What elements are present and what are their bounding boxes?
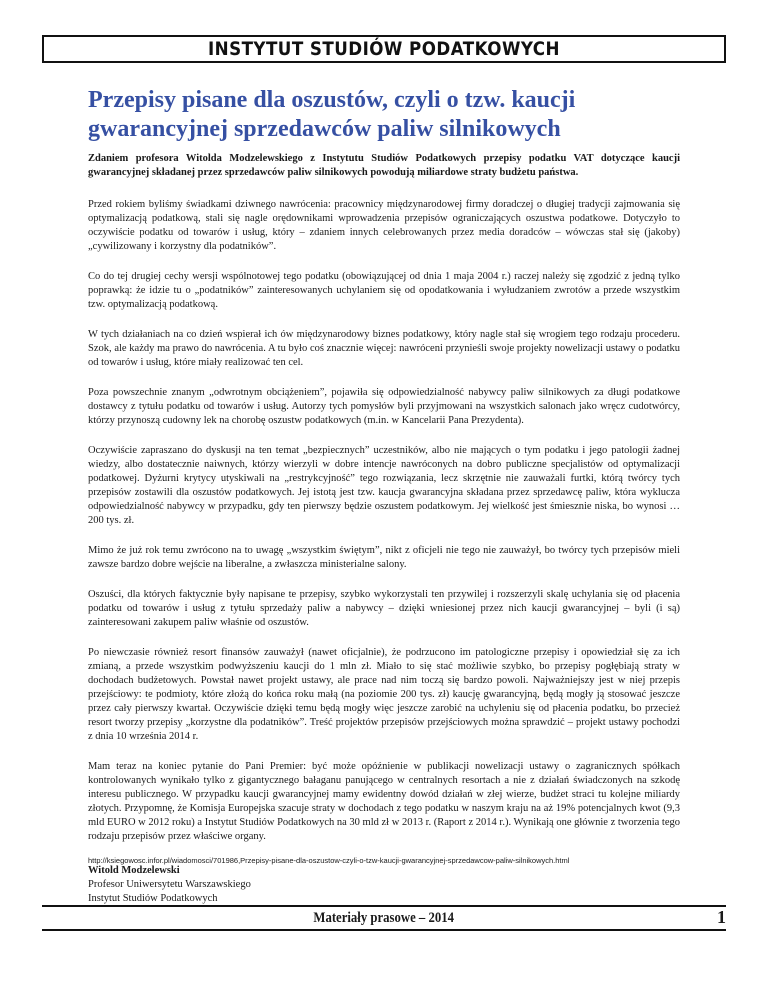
article-body (88, 152, 680, 906)
institute-name: INSTYTUT STUDIÓW PODATKOWYCH (208, 38, 560, 60)
header-banner (42, 35, 726, 63)
article-lead: Zdaniem profesora Witolda Modzelewskiego z Instytutu Studiów Podatkowych przepisy podatku VAT dotyczące kaucji gwarancyjnej składanej przez sprzedawców paliw silnikowych powodują miliardowe straty budżetu państwa. (88, 153, 680, 178)
paragraph: Po niewczasie również resort finansów zauważył (nawet oficjalnie), że podrzucono im patologiczne przepisy i opowiedział się za ich zmianą, a przede wszystkim podwyższeniu kaucji do 1 mln zł. Miało to się stać możliwie szybko, bo przepisy pogłębiają straty w dochodach budżetowych. Powstał nawet projekt ustawy, ale prace nad nim toczą się bardzo powoli. Najważniejszy jest w niej przepis przejściowy: te podmioty, które złożą do końca roku małą (na poziomie 200 tys. zł) kaucję gwarancyjną, będą mogły ją stosować jeszcze przez cały pierwszy kwartał. Oczywiście dzięki temu będą mogły więc jeszcze zarobić na uchyleniu się od płacenia podatku, bo przecież resort tworzy przepisy „korzystne dla podatników”. Treść projektów przepisów przejściowych można sprawdzić – projekt ustawy pochodzi z dnia 10 września 2014 r. (88, 647, 680, 742)
page-number: 1 (717, 907, 726, 927)
article-title: Przepisy pisane dla oszustów, czyli o tzw. kaucji gwarancyjnej sprzedawców paliw silnikowych (88, 87, 576, 142)
footer-label: Materiały prasowe – 2014 (313, 909, 455, 926)
source-link[interactable]: http://ksiegowosc.infor.pl/wiadomosci/701986,Przepisy-pisane-dla-oszustow-czyli-o-tzw-kaucji-gwarancyjnej-sprzedawcow-paliw-silnikowych.html (88, 856, 570, 865)
paragraph: Co do tej drugiej cechy wersji wspólnotowej tego podatku (obowiązującej od dnia 1 maja 2004 r.) raczej należy się zgodzić z jedną tylko poprawką: że idzie tu o „podatników” zainteresowanych uchylaniem się od opodatkowania i wyłudzaniem zwrotów a przede wszystkim tzw. optymalizacją podatkową. (88, 271, 680, 310)
paragraph: Poza powszechnie znanym „odwrotnym obciążeniem”, pojawiła się odpowiedzialność nabywcy paliw silnikowych za długi podatkowe dostawcy z tytułu podatku od towarów i usług. Autorzy tych pomysłów byli przyjmowani na wszystkich salonach jako wręcz cudotwórcy, którzy przynoszą cudowny lek na chorobę oszustw podatkowych (m.in. w Kancelarii Pana Prezydenta). (88, 387, 680, 426)
paragraph: Mam teraz na koniec pytanie do Pani Premier: być może opóźnienie w publikacji nowelizacji ustawy o zagranicznych spółkach kontrolowanych wynikało tylko z gigantycznego bałaganu panującego w centralnych resortach a nie z działań świadczonych na szkodę interesu publicznego. W przypadku kaucji gwarancyjnej mamy ewidentny dowód działań w złej wierze, budżet straci tu kolejne miliardy złotych. Przypomnę, że Komisja Europejska szacuje straty w dochodach z tego podatku w naszym kraju na aż 19% potencjalnych kwot (9,3 mld EURO w 2012 roku) a Instytut Studiów Podatkowych na 30 mld zł w 2013 r. (Raport z 2014 r.). Wynikają one głównie z tworzenia tego rodzaju przepisów przez właściwe organy. (88, 761, 680, 842)
author-role: Profesor Uniwersytetu Warszawskiego (88, 879, 251, 890)
paragraph: Mimo że już rok temu zwrócono na to uwagę „wszystkim świętym”, nikt z oficjeli nie tego nie zauważył, bo twórcy tych przepisów mieli zawsze bardzo dobre wejście na liberalne, a zwłaszcza ministerialne salony. (88, 545, 680, 570)
footer-banner (42, 905, 726, 931)
author-institution: Instytut Studiów Podatkowych (88, 893, 218, 904)
paragraph: W tych działaniach na co dzień wspierał ich ów międzynarodowy biznes podatkowy, który nagle stał się wrogiem tego rodzaju procederu. Szok, ale każdy ma prawo do nawrócenia. A tu było coś znacznie więcej: nawróceni przynieśli swoje projekty nowelizacji ustawy o podatku od towarów i usług, które miały realizować ten cel. (88, 329, 680, 368)
author-name: Witold Modzelewski (88, 865, 180, 876)
paragraph: Przed rokiem byliśmy świadkami dziwnego nawrócenia: pracownicy międzynarodowej firmy doradczej o długiej tradycji zajmowania się optymalizacją podatkową, stali się nagle orędownikami wprowadzenia przepisów ograniczających oszustwa podatkowe. Dotyczyło to oczywiście podatku od towarów i usług, który – zdaniem innych celebrowanych przez media doradców – wówczas stał się (jakoby) „cywilizowany i korzystny dla podatników”. (88, 199, 680, 252)
signature-block (88, 864, 680, 906)
paragraph: Oszuści, dla których faktycznie były napisane te przepisy, szybko wykorzystali ten przywilej i rozszerzyli skalę uchylania się od płacenia podatku od towarów i usług z tytułu sprzedaży paliw a nabywcy – dzięki wniesionej przez nich kaucji gwarancyjnej – byli (i są) zainteresowani zakupem paliw właśnie od oszustów. (88, 589, 680, 628)
paragraph: Oczywiście zapraszano do dyskusji na ten temat „bezpiecznych” uczestników, albo nie mających o tym podatku i jego patologii żadnej wiedzy, albo dostatecznie naiwnych, którzy wierzyli w dobre intencje nawróconych na dobro publiczne specjalistów od optymalizacji podatkowej. Dyżurni krytycy utyskiwali na „restrykcyjność” tego rozwiązania, lecz skrzętnie nie zauważali furtki, którą twórcy tych przepisów zostawili dla oszustów podatkowych. Jej istotą jest tzw. kaucja gwarancyjna składana przez sprzedawcę paliw, która wyklucza odpowiedzialność nabywcy w przypadku, gdy ten pierwszy będzie oszustem podatkowym. Jej wielkość jest śmiesznie niska, bo wynosi … 200 tys. zł. (88, 445, 680, 526)
